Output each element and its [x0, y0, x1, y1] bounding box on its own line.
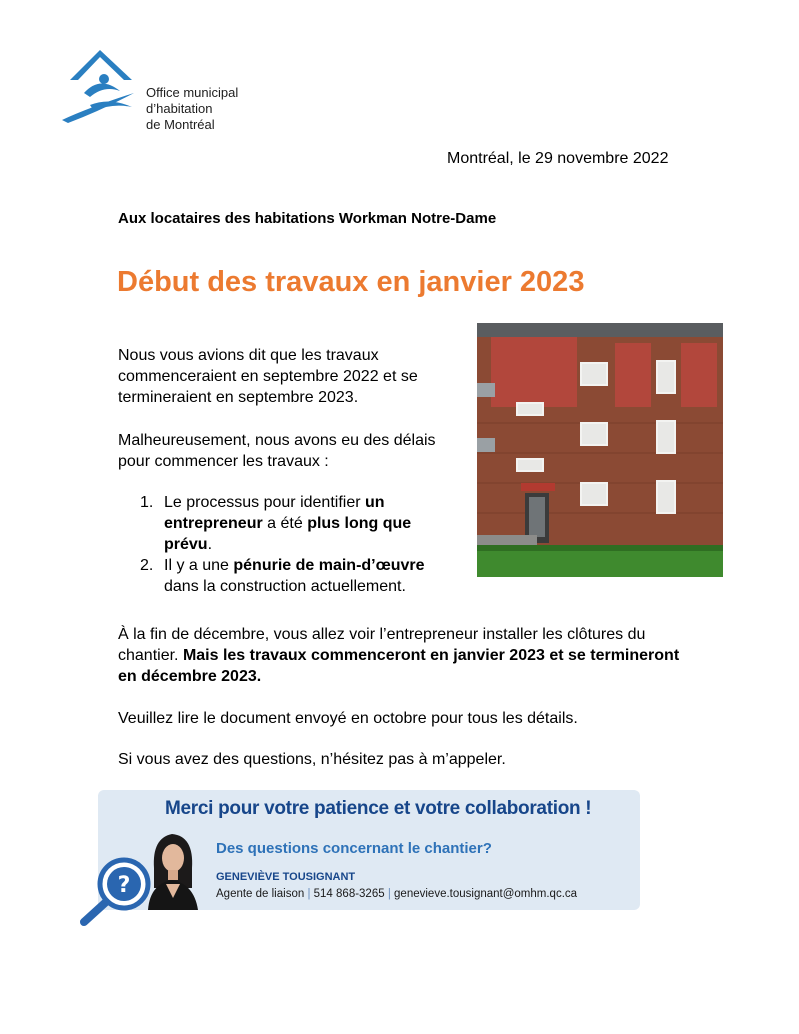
- schedule-bold: Mais les travaux commenceront en janvier 2023 et se termineront en décembre 2023.: [118, 647, 680, 685]
- list-item: [118, 555, 458, 597]
- list-text: a été: [262, 515, 308, 532]
- separator: |: [387, 888, 391, 900]
- logo-line: Office municipal: [146, 85, 239, 100]
- logo-line: de Montréal: [146, 117, 215, 132]
- list-number: 2.: [140, 557, 154, 574]
- list-item: [118, 492, 458, 555]
- banner-subtitle: Des questions concernant le chantier?: [216, 840, 492, 857]
- contact-name: GENEVIÈVE TOUSIGNANT: [216, 871, 356, 883]
- paragraph-delays: Malheureusement, nous avons eu des délais pour commencer les travaux :: [118, 432, 436, 470]
- reasons-list: [118, 492, 458, 597]
- contact-phone[interactable]: 514 868-3265: [313, 888, 385, 900]
- list-text: dans la construction actuellement.: [164, 578, 406, 595]
- list-text: .: [207, 536, 213, 553]
- list-bold: un entrepreneur: [164, 494, 385, 532]
- contact-details: [216, 888, 577, 900]
- logo-house-icon: [62, 50, 134, 123]
- logo-line: d’habitation: [146, 101, 213, 116]
- paragraph-document: Veuillez lire le document envoyé en octobre pour tous les détails.: [118, 710, 578, 727]
- separator: |: [307, 888, 311, 900]
- list-text: Il y a une: [164, 557, 234, 574]
- list-text: Le processus pour identifier: [164, 494, 365, 511]
- banner-title: Merci pour votre patience et votre collaboration !: [165, 798, 592, 819]
- question-mark: ?: [117, 873, 131, 898]
- list-number: 1.: [140, 494, 154, 511]
- contact-role: Agente de liaison: [216, 888, 305, 900]
- list-bold: plus long que prévu: [164, 515, 412, 553]
- letter-date: Montréal, le 29 novembre 2022: [447, 150, 669, 167]
- schedule-text: À la fin de décembre, vous allez voir l’entrepreneur installer les clôtures du chantier.: [118, 626, 646, 664]
- question-magnifier-icon: [80, 850, 160, 926]
- paragraph-contact: Si vous avez des questions, n’hésitez pas à m’appeler.: [118, 751, 506, 768]
- list-bold: pénurie de main-d’œuvre: [233, 557, 425, 574]
- logo-text: [146, 85, 238, 133]
- paragraph-schedule: [118, 624, 698, 687]
- building-photo: [477, 323, 723, 577]
- headline: Début des travaux en janvier 2023: [117, 266, 585, 298]
- contact-email[interactable]: genevieve.tousignant@omhm.qc.ca: [394, 888, 578, 900]
- paragraph-intro: Nous vous avions dit que les travaux commenceraient en septembre 2022 et se termineraient en septembre 2023.: [118, 347, 418, 406]
- recipients-line: Aux locataires des habitations Workman Notre-Dame: [118, 210, 497, 227]
